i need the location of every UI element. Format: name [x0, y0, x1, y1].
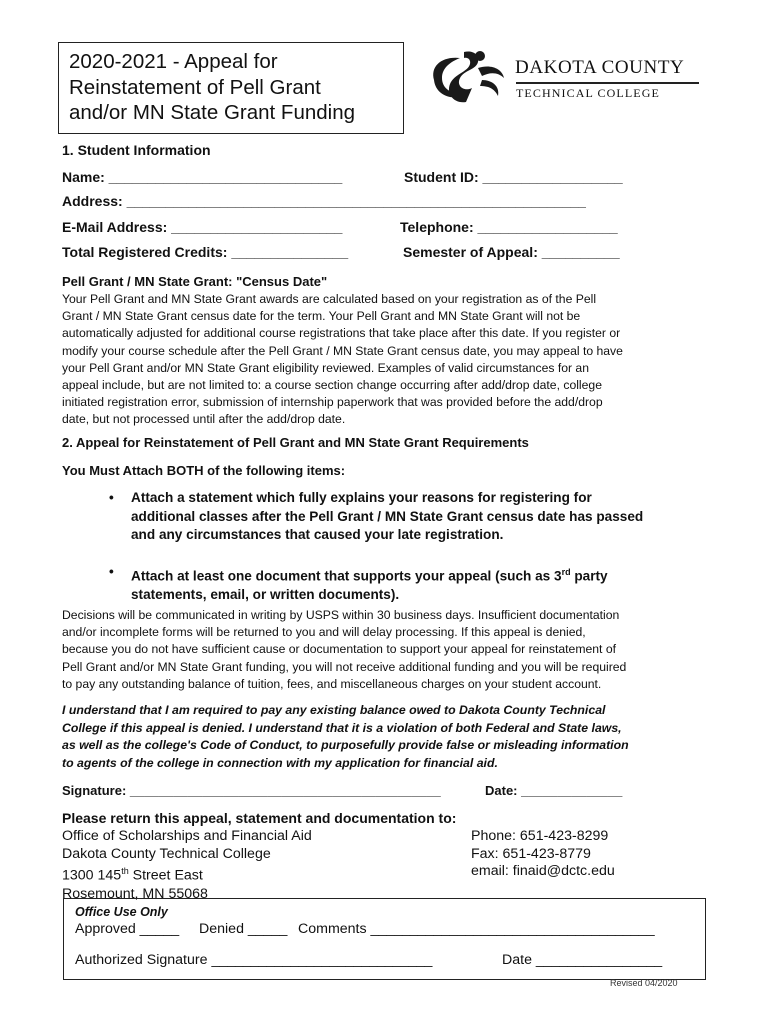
name-field[interactable]: Name: ______________________________ — [62, 169, 343, 185]
phone-number: Phone: 651-423-8299 — [471, 828, 609, 844]
authorized-signature-field[interactable]: Authorized Signature ____________________________ — [75, 952, 433, 968]
student-id-field[interactable]: Student ID: __________________ — [404, 169, 623, 185]
bullet-statement-line: and any circumstances that caused your late registration. — [131, 527, 504, 542]
denied-field[interactable]: Denied _____ — [199, 921, 288, 937]
decisions-line: and/or incomplete forms will be returned to you and will delay processing. If this appeal is denied, — [62, 625, 586, 640]
decisions-line: Decisions will be communicated in writing by USPS within 30 business days. Insufficient documentation — [62, 608, 620, 622]
logo-college-subtitle: TECHNICAL COLLEGE — [516, 86, 660, 100]
logo-college-name: DAKOTA COUNTY — [515, 57, 685, 78]
college-logo-mark-icon — [420, 46, 508, 108]
email-field[interactable]: E-Mail Address: ______________________ — [62, 219, 343, 235]
college-logo — [420, 44, 710, 110]
office-use-box — [63, 898, 706, 980]
bullet-statement-line: additional classes after the Pell Grant / MN State Grant census date has passed — [131, 508, 644, 524]
decisions-line: to pay any outstanding balance of tuition, fees, and miscellaneous charges on your student account. — [62, 676, 602, 691]
attestation-paragraph — [62, 702, 712, 772]
office-name: Office of Scholarships and Financial Aid — [62, 828, 312, 844]
form-title-line-3: and/or MN State Grant Funding — [69, 101, 356, 124]
attestation-line: to agents of the college in connection with my application for financial aid. — [62, 755, 498, 770]
telephone-field[interactable]: Telephone: __________________ — [400, 219, 618, 235]
signature-field[interactable]: Signature: ___________________________________________ — [62, 783, 441, 798]
logo-divider — [516, 82, 699, 84]
address-field[interactable]: Address: ___________________________________________________________ — [62, 193, 586, 209]
bullet-document-text-end: party — [570, 568, 608, 584]
return-address — [62, 828, 312, 903]
return-heading: Please return this appeal, statement and documentation to: — [62, 810, 457, 826]
bullet-icon: • — [109, 564, 114, 579]
fax-number: Fax: 651-423-8779 — [471, 845, 591, 862]
form-title-box — [58, 42, 404, 134]
street-superscript: th — [121, 866, 129, 877]
revised-date: Revised 04/2020 — [610, 978, 678, 988]
form-title-line-1: 2020-2021 - Appeal for — [69, 50, 278, 73]
census-line: modify your course schedule after the Pell Grant / MN State Grant census date, you may appeal to have — [62, 343, 623, 358]
census-line: Grant / MN State Grant census date for the term. Your Pell Grant and MN State Grant will not be — [62, 309, 581, 324]
census-line: automatically adjusted for additional course registrations that take place after this date. If you register or — [62, 326, 621, 341]
bullet-statement-line: Attach a statement which fully explains your reasons for registering for — [131, 490, 592, 505]
street-address: 1300 145th Street East — [62, 866, 203, 884]
bullet-statement — [109, 489, 644, 545]
section2-heading: 2. Appeal for Reinstatement of Pell Grant and MN State Grant Requirements — [62, 435, 529, 450]
return-contact — [471, 828, 615, 881]
semester-field[interactable]: Semester of Appeal: __________ — [403, 244, 620, 260]
attach-heading: You Must Attach BOTH of the following items: — [62, 463, 346, 478]
attestation-line: I understand that I am required to pay any existing balance owed to Dakota County Technical — [62, 703, 606, 717]
college-name: Dakota County Technical College — [62, 845, 271, 862]
approved-field[interactable]: Approved _____ — [75, 921, 180, 937]
bullet-document-line-2: statements, email, or written documents). — [131, 587, 400, 603]
office-date-field[interactable]: Date ________________ — [502, 952, 663, 968]
census-paragraph — [62, 291, 706, 429]
email-address[interactable]: email: finaid@dctc.edu — [471, 863, 615, 880]
attestation-line: as well as the college's Code of Conduct, to purposefully provide false or misleading information — [62, 738, 629, 753]
census-line: date, but not processed until after the add/drop date. — [62, 412, 346, 427]
form-title-line-2: Reinstatement of Pell Grant — [69, 75, 321, 99]
signature-date-field[interactable]: Date: ______________ — [485, 783, 623, 798]
bullet-document-superscript: rd — [561, 567, 571, 577]
census-line: Your Pell Grant and MN State Grant awards are calculated based on your registration as of the Pell — [62, 292, 597, 306]
census-line: your Pell Grant and/or MN State Grant eligibility reviewed. Examples of valid circumstances for an — [62, 360, 589, 375]
office-use-heading: Office Use Only — [75, 905, 168, 919]
census-heading: Pell Grant / MN State Grant: "Census Date" — [62, 274, 328, 289]
city-state-zip: Rosemount, MN 55068 — [62, 885, 208, 902]
decisions-line: Pell Grant and/or MN State Grant funding, you will not receive additional funding and you will be required — [62, 659, 627, 674]
bullet-icon: • — [109, 490, 114, 505]
decisions-paragraph — [62, 607, 706, 693]
attestation-line: College if this appeal is denied. I understand that it is a violation of both Federal and State laws, — [62, 720, 622, 735]
section1-heading: 1. Student Information — [62, 142, 211, 158]
credits-field[interactable]: Total Registered Credits: _______________ — [62, 244, 349, 260]
decisions-line: because you do not have sufficient cause or documentation to support your appeal for reinstatement of — [62, 642, 616, 657]
bullet-document-text: Attach at least one document that supports your appeal (such as 3 — [131, 568, 562, 584]
census-line: appeal include, but are not limited to: a course section change occurring after add/drop date, college — [62, 378, 602, 393]
census-line: initiated registration error, submission of internship paperwork that was provided before the add/drop — [62, 395, 603, 410]
comments-field[interactable]: Comments ____________________________________ — [298, 921, 655, 937]
bullet-document — [109, 563, 608, 605]
